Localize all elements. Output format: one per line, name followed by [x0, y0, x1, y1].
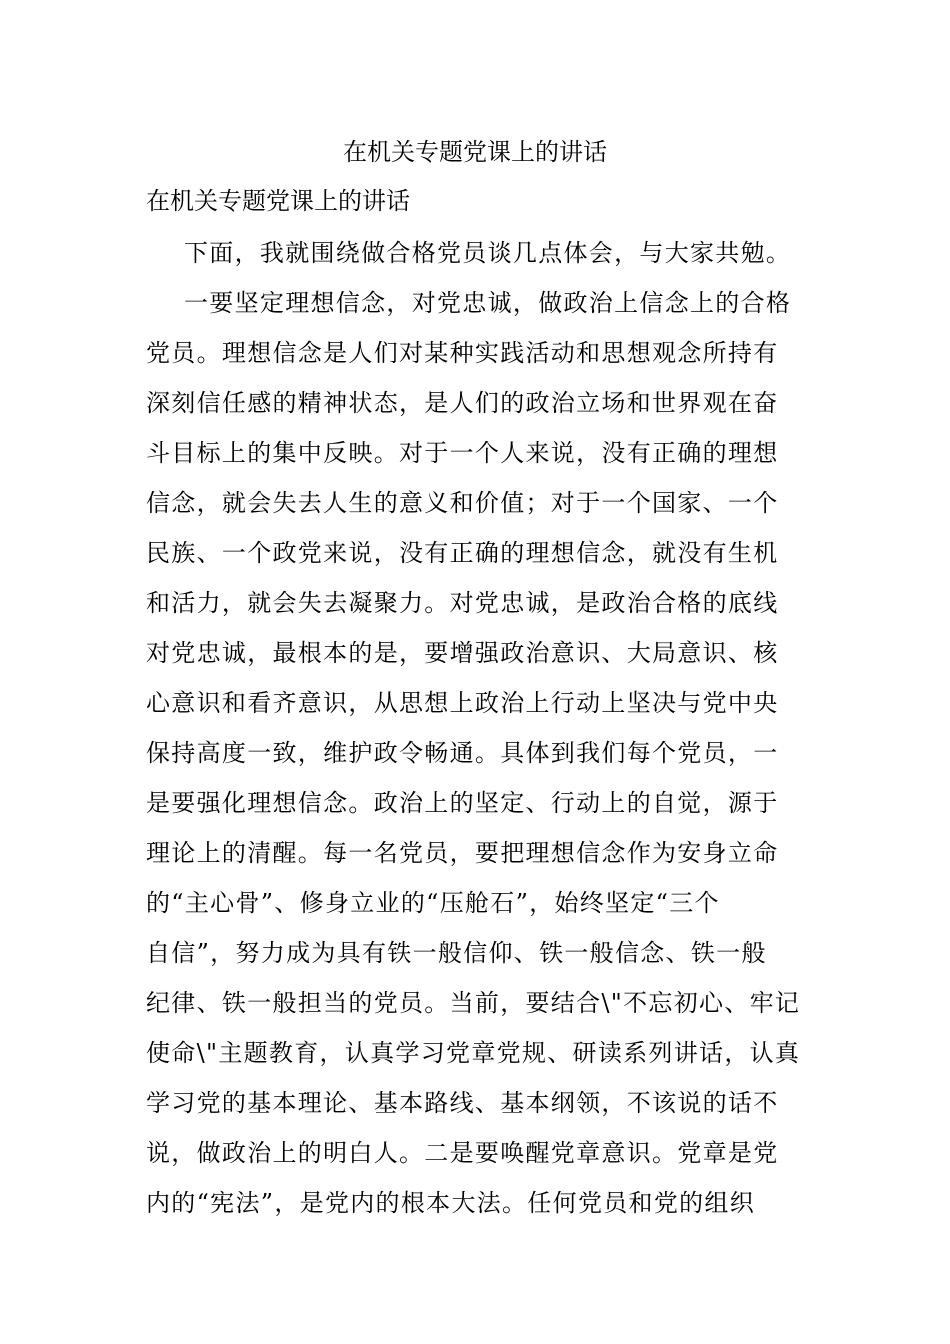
text-line: 和活力，就会失去凝聚力。对党忠诚，是政治合格的底线 [146, 589, 779, 617]
text-line: 保持高度一致，维护政令畅通。具体到我们每个党员，一 [146, 739, 779, 767]
text-line: 党员。理想信念是人们对某种实践活动和思想观念所持有 [146, 339, 779, 367]
text-line: 的“主心骨”、修身立业的“压舱石”，始终坚定“三个 [146, 889, 720, 917]
text-line: 对党忠诚，最根本的是，要增强政治意识、大局意识、核 [146, 639, 779, 667]
text-line: 心意识和看齐意识，从思想上政治上行动上坚决与党中央 [146, 689, 779, 717]
text-line: 民族、一个政党来说，没有正确的理想信念，就没有生机 [146, 539, 779, 567]
text-line: 纪律、铁一般担当的党员。当前，要结合\"不忘初心、牢记 [146, 989, 801, 1017]
text-line: 内的“宪法”，是党内的根本大法。任何党员和党的组织 [146, 1189, 756, 1217]
body-text [146, 228, 816, 1228]
text-line: 信念，就会失去人生的意义和价值；对于一个国家、一个 [146, 489, 779, 517]
text-line: 理论上的清醒。每一名党员，要把理想信念作为安身立命 [146, 839, 779, 867]
text-line: 自信”，努力成为具有铁一般信仰、铁一般信念、铁一般 [146, 939, 767, 967]
text-line: 学习党的基本理论、基本路线、基本纲领，不该说的话不 [146, 1089, 779, 1117]
document-subtitle: 在机关专题党课上的讲话 [146, 187, 410, 215]
document-title: 在机关专题党课上的讲话 [343, 138, 607, 166]
text-line: 说，做政治上的明白人。二是要唤醒党章意识。党章是党 [146, 1139, 779, 1167]
text-line: 深刻信任感的精神状态，是人们的政治立场和世界观在奋 [146, 389, 779, 417]
text-line: 斗目标上的集中反映。对于一个人来说，没有正确的理想 [146, 439, 779, 467]
text-line: 下面，我就围绕做合格党员谈几点体会，与大家共勉。 [184, 239, 792, 267]
text-line: 使命\"主题教育，认真学习党章党规、研读系列讲话，认真 [146, 1039, 801, 1067]
text-line: 一要坚定理想信念，对党忠诚，做政治上信念上的合格 [184, 289, 792, 317]
text-line: 是要强化理想信念。政治上的坚定、行动上的自觉，源于 [146, 789, 779, 817]
